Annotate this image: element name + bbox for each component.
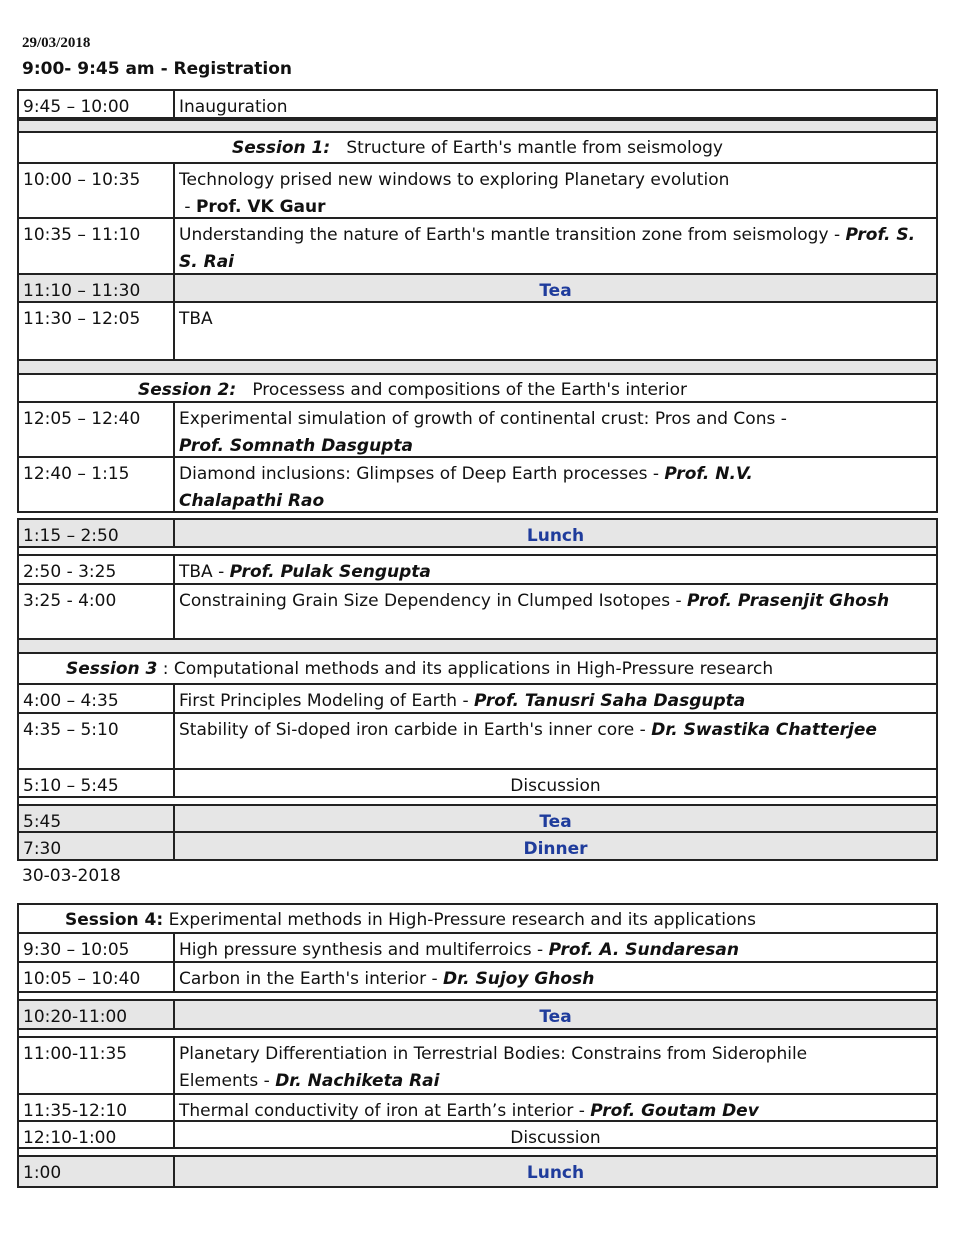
time-cell: 10:00 – 10:35 xyxy=(19,164,175,217)
talk-row xyxy=(17,1038,938,1095)
session-label: Session 3 xyxy=(66,659,158,679)
talk-row xyxy=(17,963,938,993)
session-title: : Computational methods and its applications in High-Pressure research xyxy=(157,659,774,679)
registration-line: 9:00- 9:45 am - Registration xyxy=(22,59,292,79)
speaker: Prof. Prasenjit Ghosh xyxy=(687,591,890,611)
talk-row xyxy=(17,685,938,714)
talk-row xyxy=(17,556,938,585)
session-label: Session 1: xyxy=(232,138,331,158)
time-cell: 9:45 – 10:00 xyxy=(19,91,175,117)
talk-title: Diamond inclusions: Glimpses of Deep Earth processes - xyxy=(179,464,665,484)
time-cell: 4:00 – 4:35 xyxy=(19,685,175,712)
time-cell: 1:15 – 2:50 xyxy=(19,520,175,546)
time-cell: 2:50 - 3:25 xyxy=(19,556,175,583)
time-cell: 4:35 – 5:10 xyxy=(19,714,175,768)
session-label: Session 2: xyxy=(137,380,237,400)
session-header-2 xyxy=(17,375,938,401)
talk-cell xyxy=(175,164,936,217)
speaker: Prof. Pulak Sengupta xyxy=(229,562,431,582)
talk-row xyxy=(17,458,938,513)
session-label: Session 4: xyxy=(65,910,164,930)
talk-cell xyxy=(175,403,936,456)
row-lunch xyxy=(17,518,938,548)
time-cell: 5:45 xyxy=(19,806,175,831)
event-cell: Inauguration xyxy=(179,97,288,117)
talk-row xyxy=(17,303,938,361)
speaker: Prof. VK Gaur xyxy=(195,197,326,217)
talk-title: Technology prised new windows to exploring Planetary evolution xyxy=(179,170,730,190)
time-cell: 9:30 – 10:05 xyxy=(19,934,175,961)
break-cell: Lunch xyxy=(526,526,585,546)
time-cell: 12:05 – 12:40 xyxy=(19,403,175,456)
speaker: Prof. Tanusri Saha Dasgupta xyxy=(473,691,746,711)
talk-title: TBA - xyxy=(179,562,230,582)
talk-title: High pressure synthesis and multiferroics - xyxy=(179,940,549,960)
row-tea xyxy=(17,275,938,303)
row-lunch xyxy=(17,1157,938,1188)
row-tea xyxy=(17,1001,938,1030)
row-discussion xyxy=(17,770,938,798)
date-day2: 30-03-2018 xyxy=(22,866,121,886)
talk-row xyxy=(17,219,938,275)
discussion-cell: Discussion xyxy=(510,1128,601,1148)
speaker: Prof. N.V. Chalapathi Rao xyxy=(179,464,753,511)
time-cell: 12:10-1:00 xyxy=(19,1122,175,1147)
separator-row xyxy=(17,993,938,1001)
session-header-4 xyxy=(17,903,938,934)
talk-row xyxy=(17,401,938,458)
speaker: Prof. A. Sundaresan xyxy=(548,940,739,960)
talk-title: Planetary Differentiation in Terrestrial Bodies: Constrains from Siderophile Elements - xyxy=(179,1044,808,1091)
talk-cell xyxy=(175,219,936,273)
talk-row xyxy=(17,934,938,963)
speaker-separator: - xyxy=(179,197,196,217)
talk-row xyxy=(17,164,938,219)
time-cell: 1:00 xyxy=(19,1157,175,1186)
time-cell: 10:20-11:00 xyxy=(19,1001,175,1028)
time-cell: 5:10 – 5:45 xyxy=(19,770,175,796)
talk-cell xyxy=(175,1038,936,1093)
talk-cell xyxy=(175,1095,936,1120)
talk-cell xyxy=(175,685,936,712)
break-cell: Tea xyxy=(539,812,572,832)
break-cell: Tea xyxy=(175,275,936,301)
talk-title: Experimental simulation of growth of continental crust: Pros and Cons - xyxy=(179,409,787,429)
session-title: Structure of Earth's mantle from seismology xyxy=(346,138,723,158)
row-tea xyxy=(17,806,938,833)
time-cell: 7:30 xyxy=(19,833,175,859)
talk-row xyxy=(17,585,938,640)
row-dinner xyxy=(17,833,938,861)
time-cell: 11:30 – 12:05 xyxy=(19,303,175,359)
talk-title: Constraining Grain Size Dependency in Clumped Isotopes - xyxy=(179,591,688,611)
talk-cell xyxy=(175,585,936,638)
talk-cell xyxy=(175,556,936,583)
time-cell: 3:25 - 4:00 xyxy=(19,585,175,638)
date-day1: 29/03/2018 xyxy=(22,35,91,51)
discussion-cell: Discussion xyxy=(510,776,601,796)
separator-row xyxy=(17,1149,938,1157)
session-title: Experimental methods in High-Pressure research and its applications xyxy=(163,910,756,930)
talk-title: Carbon in the Earth's interior - xyxy=(179,969,444,989)
speaker: Prof. Goutam Dev xyxy=(590,1101,759,1121)
row-inauguration xyxy=(17,89,938,119)
time-cell: 12:40 – 1:15 xyxy=(19,458,175,511)
time-cell: 11:10 – 11:30 xyxy=(19,275,175,301)
talk-title: First Principles Modeling of Earth - xyxy=(179,691,474,711)
break-cell: Dinner xyxy=(523,839,588,859)
speaker: Prof. Somnath Dasgupta xyxy=(179,436,413,456)
talk-cell xyxy=(175,458,936,511)
talk-title: Understanding the nature of Earth's mantle transition zone from seismology - xyxy=(179,225,846,245)
time-cell: 10:35 – 11:10 xyxy=(19,219,175,273)
break-cell: Lunch xyxy=(526,1163,585,1183)
time-cell: 11:35-12:10 xyxy=(19,1095,175,1120)
talk-title: Stability of Si-doped iron carbide in Earth's inner core - xyxy=(179,720,652,740)
speaker: Dr. Sujoy Ghosh xyxy=(443,969,595,989)
session-header-1 xyxy=(17,133,938,164)
talk-cell xyxy=(175,934,936,961)
separator-row xyxy=(17,798,938,806)
talk-row xyxy=(17,1095,938,1122)
talk-cell xyxy=(175,714,936,768)
separator-row xyxy=(17,119,938,133)
talk-cell xyxy=(175,963,936,991)
time-cell: 11:00-11:35 xyxy=(19,1038,175,1093)
row-discussion xyxy=(17,1122,938,1149)
talk-cell: TBA xyxy=(179,309,213,329)
talk-row xyxy=(17,714,938,770)
session-title: Processess and compositions of the Earth's interior xyxy=(252,380,688,400)
speaker: Dr. Swastika Chatterjee xyxy=(651,720,877,740)
speaker: Prof. S. S. Rai xyxy=(179,225,916,272)
separator-row xyxy=(17,640,938,654)
session-header-3 xyxy=(17,654,938,685)
time-cell: 10:05 – 10:40 xyxy=(19,963,175,991)
break-cell: Tea xyxy=(539,1007,572,1027)
separator-row xyxy=(17,1030,938,1038)
talk-title: Thermal conductivity of iron at Earth’s interior - xyxy=(179,1101,591,1121)
speaker: Dr. Nachiketa Rai xyxy=(275,1071,440,1091)
separator-row xyxy=(17,548,938,556)
separator-row xyxy=(17,361,938,375)
